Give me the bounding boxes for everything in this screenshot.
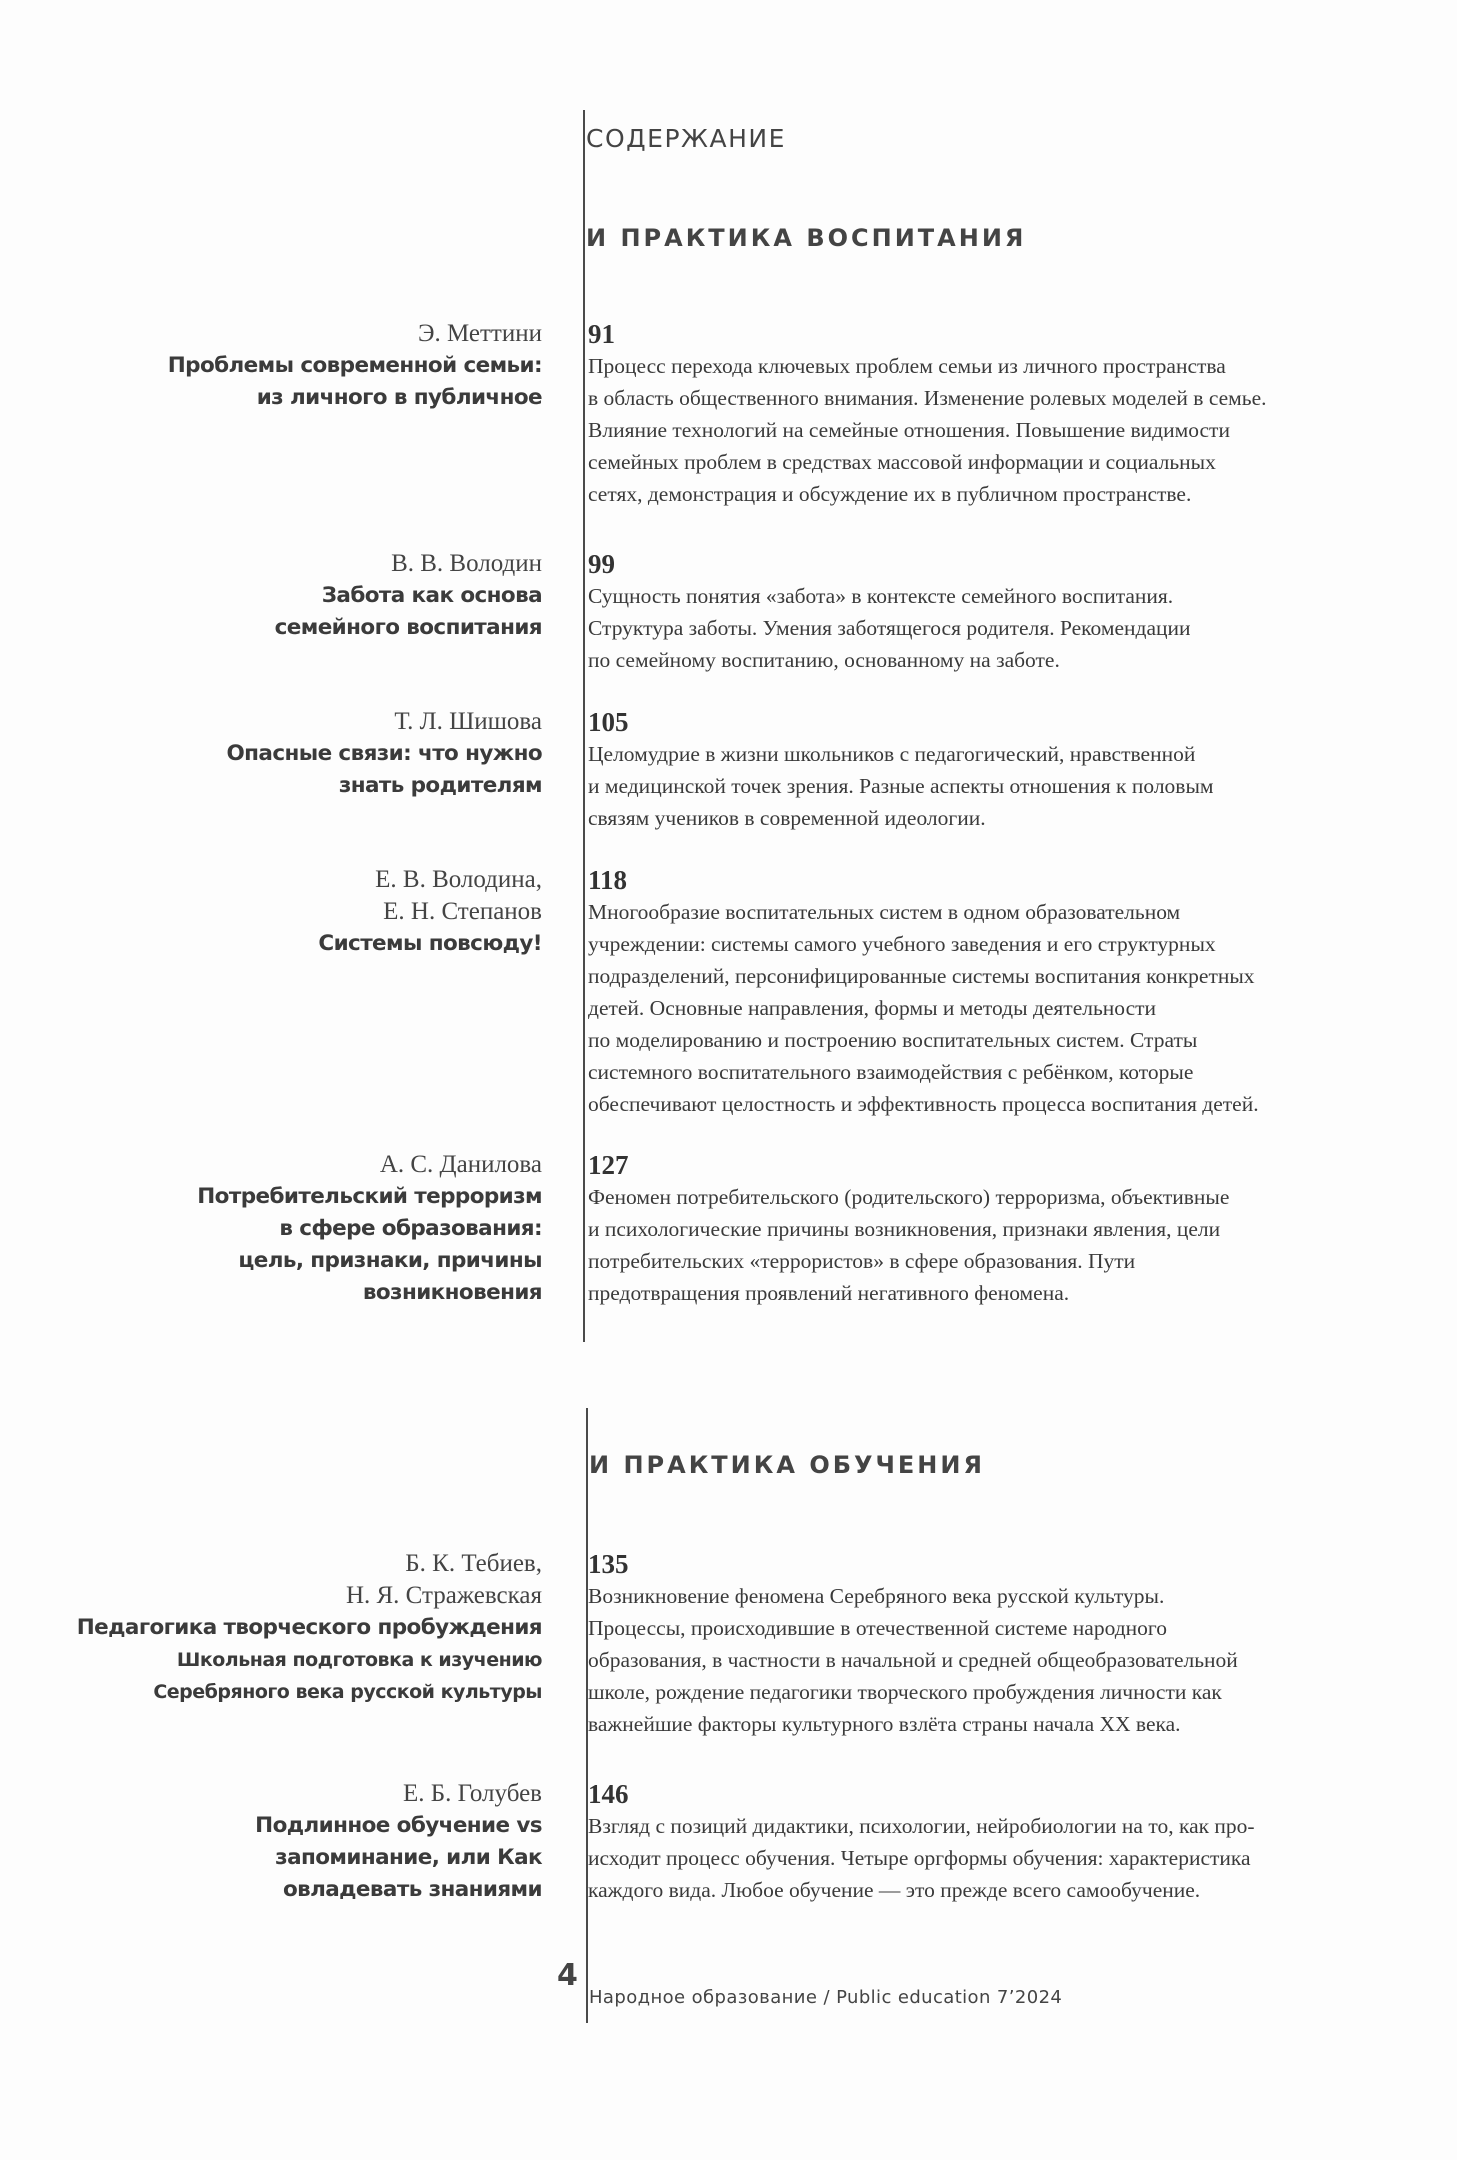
entry-body — [588, 1548, 1408, 1740]
entry-description: обеспечивают целостность и эффективность процесса воспитания детей. — [588, 1092, 1259, 1116]
column-divider-top — [583, 110, 585, 1342]
entry-title: Подлинное обучение vs — [255, 1813, 542, 1838]
entry-description: Процессы, происходившие в отечественной системе народного — [588, 1616, 1167, 1640]
entry-subtitle: Школьная подготовка к изучению — [176, 1649, 542, 1671]
entry-body — [588, 706, 1408, 834]
entry-description: потребительских «террористов» в сфере образования. Пути — [588, 1249, 1136, 1273]
entry-description: Многообразие воспитательных систем в одном образовательном — [588, 900, 1181, 924]
entry-body — [588, 1778, 1408, 1906]
entry-page-number[interactable]: 146 — [588, 1779, 629, 1809]
entry-title: Проблемы современной семьи: — [167, 353, 542, 378]
entry-description: Сущность понятия «забота» в контексте семейного воспитания. — [588, 584, 1174, 608]
entry-title: возникновения — [362, 1280, 542, 1305]
entry-page-number[interactable]: 127 — [588, 1150, 629, 1180]
entry-author: А. С. Данилова — [379, 1151, 542, 1178]
entry-title: семейного воспитания — [274, 615, 542, 640]
entry-description: семейных проблем в средствах массовой информации и социальных — [588, 450, 1216, 474]
section-heading-right: И ПРАКТИКА ОБУЧЕНИЯ — [589, 1451, 985, 1479]
page-number: 4 — [557, 1958, 578, 1993]
entry-title: цель, признаки, причины — [238, 1248, 542, 1273]
entry-body — [588, 318, 1408, 510]
entry-description: Возникновение феномена Серебряного века русской культуры. — [588, 1584, 1165, 1608]
entry-title: в сфере образования: — [279, 1216, 542, 1241]
entry-description: Феномен потребительского (родительского) терроризма, объективные — [588, 1185, 1230, 1209]
entry-subtitle: Серебряного века русской культуры — [153, 1681, 542, 1703]
entry-description: связям учеников в современной идеологии. — [588, 806, 986, 830]
entry-description: и психологические причины возникновения, признаки явления, цели — [588, 1217, 1221, 1241]
entry-description: подразделений, персонифицированные системы воспитания конкретных — [588, 964, 1255, 988]
entry-title: Опасные связи: что нужно — [226, 741, 542, 766]
entry-page-number[interactable]: 91 — [588, 319, 615, 349]
entry-description: сетях, демонстрация и обсуждение их в публичном пространстве. — [588, 482, 1192, 506]
entry-description: Целомудрие в жизни школьников с педагогический, нравственной — [588, 742, 1196, 766]
entry-author: Б. К. Тебиев, — [405, 1550, 542, 1577]
entry-description: каждого вида. Любое обучение — это прежде всего самообучение. — [588, 1878, 1201, 1902]
entry-body — [588, 864, 1408, 1120]
entry-body — [588, 1149, 1408, 1309]
entry-meta — [0, 548, 542, 644]
journal-footer: Народное образование / Public education 7’2024 — [589, 1987, 1063, 2008]
entry-title: из личного в публичное — [256, 385, 542, 410]
entry-description: Влияние технологий на семейные отношения. Повышение видимости — [588, 418, 1230, 442]
entry-description: важнейшие факторы культурного взлёта страны начала XX века. — [588, 1712, 1181, 1736]
entry-title: Забота как основа — [321, 583, 542, 608]
entry-body — [588, 548, 1408, 676]
section-heading-right: И ПРАКТИКА ВОСПИТАНИЯ — [586, 224, 1027, 252]
entry-description: исходит процесс обучения. Четыре оргформы обучения: характеристика — [588, 1846, 1251, 1870]
entry-page-number[interactable]: 105 — [588, 707, 629, 737]
entry-meta — [0, 706, 542, 802]
entry-author: В. В. Володин — [391, 550, 542, 577]
entry-author: Е. В. Володина, — [375, 866, 542, 893]
entry-description: образования, в частности в начальной и средней общеобразовательной — [588, 1648, 1238, 1672]
entry-meta — [0, 318, 542, 414]
entry-title: знать родителям — [338, 773, 542, 798]
entry-author: Е. Н. Степанов — [383, 898, 542, 925]
entry-author: Э. Меттини — [418, 320, 542, 347]
entry-title: Системы повсюду! — [318, 931, 542, 956]
entry-page-number[interactable]: 118 — [588, 865, 628, 895]
entry-title: запоминание, или Как — [275, 1845, 542, 1870]
entry-meta — [0, 1149, 542, 1309]
entry-description: учреждении: системы самого учебного заведения и его структурных — [588, 932, 1216, 956]
entry-description: по моделированию и построению воспитательных систем. Страты — [588, 1028, 1198, 1052]
entry-meta — [0, 1548, 542, 1708]
entry-description: Процесс перехода ключевых проблем семьи из личного пространства — [588, 354, 1226, 378]
entry-author: Н. Я. Стражевская — [345, 1582, 542, 1609]
entry-description: по семейному воспитанию, основанному на заботе. — [588, 648, 1060, 672]
entry-meta — [0, 1778, 542, 1906]
entry-description: Взгляд с позиций дидактики, психологии, нейробиологии на то, как про- — [588, 1814, 1255, 1838]
entry-description: в область общественного внимания. Изменение ролевых моделей в семье. — [588, 386, 1267, 410]
page-title: СОДЕРЖАНИЕ — [586, 124, 786, 153]
entry-description: школе, рождение педагогики творческого пробуждения личности как — [588, 1680, 1222, 1704]
entry-description: детей. Основные направления, формы и методы деятельности — [588, 996, 1157, 1020]
entry-author: Е. Б. Голубев — [403, 1780, 542, 1807]
entry-author: Т. Л. Шишова — [394, 708, 542, 735]
entry-title: овладевать знаниями — [282, 1877, 542, 1902]
entry-description: Структура заботы. Умения заботящегося родителя. Рекомендации — [588, 616, 1191, 640]
entry-description: предотвращения проявлений негативного феномена. — [588, 1281, 1070, 1305]
entry-title: Потребительский терроризм — [197, 1184, 542, 1209]
entry-description: и медицинской точек зрения. Разные аспекты отношения к половым — [588, 774, 1214, 798]
entry-page-number[interactable]: 99 — [588, 549, 615, 579]
entry-page-number[interactable]: 135 — [588, 1549, 629, 1579]
entry-meta — [0, 864, 542, 960]
entry-description: системного воспитательного взаимодействия с ребёнком, которые — [588, 1060, 1194, 1084]
entry-title: Педагогика творческого пробуждения — [76, 1615, 542, 1640]
